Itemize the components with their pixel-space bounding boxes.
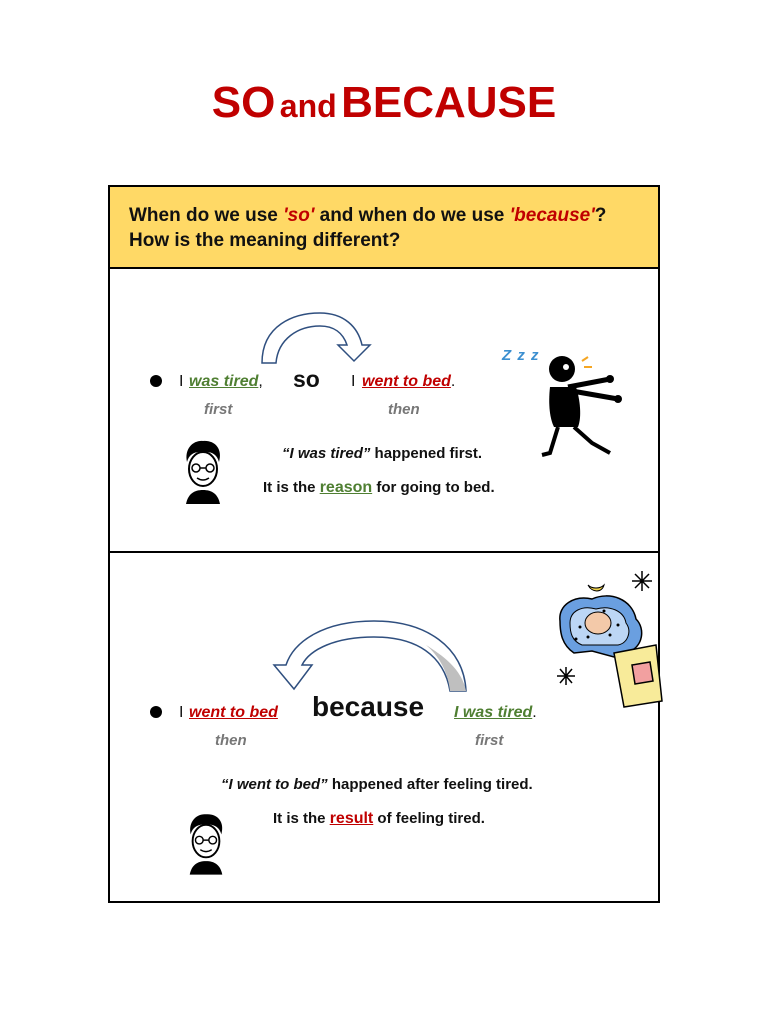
bullet-dot <box>150 375 162 387</box>
title-so: SO <box>211 78 276 127</box>
because-clause-1: went to bed <box>189 704 278 721</box>
sleepwalker-icon <box>536 355 626 463</box>
so-label-then: then <box>388 401 420 418</box>
section-divider <box>110 551 658 553</box>
curved-arrow-right-icon <box>258 311 374 365</box>
teacher-icon <box>180 438 226 504</box>
so-clause-1: was tired, <box>189 373 263 390</box>
so-subject-2: I <box>351 373 356 390</box>
question-header <box>110 187 658 269</box>
because-subject-1: I <box>179 704 184 721</box>
because-connector: because <box>312 691 425 722</box>
title-because: BECAUSE <box>341 78 557 127</box>
question-line-2: How is the meaning different? <box>129 230 401 251</box>
because-label-then: then <box>215 732 247 749</box>
because-explanation-1: “I went to bed” happened after feeling tired. <box>221 776 533 793</box>
so-explanation-1: “I was tired” happened first. <box>282 445 483 462</box>
so-label-first: first <box>204 401 233 418</box>
bullet-dot-2 <box>150 706 162 718</box>
sleeping-person-icon <box>552 565 664 715</box>
sleep-zzz: Z z z <box>502 347 540 364</box>
lesson-box <box>108 185 660 903</box>
result-keyword: result <box>329 810 374 827</box>
teacher-icon <box>184 810 228 876</box>
so-explanation-2: It is the reason for going to bed. <box>263 479 495 496</box>
page-title <box>0 78 768 128</box>
reason-keyword: reason <box>319 479 373 496</box>
because-label-first: first <box>475 732 504 749</box>
so-connector: so <box>293 366 320 392</box>
curved-arrow-left-icon <box>266 619 472 693</box>
question-because: 'because' <box>509 205 595 226</box>
so-subject-1: I <box>179 373 184 390</box>
title-and: and <box>279 88 337 124</box>
question-line-1: When do we use 'so' and when do we use 'because'? <box>129 205 607 226</box>
because-clause-2: I was tired. <box>454 704 537 721</box>
so-clause-2: went to bed. <box>362 373 456 390</box>
question-so: 'so' <box>283 205 315 226</box>
because-explanation-2: It is the result of feeling tired. <box>273 810 485 827</box>
